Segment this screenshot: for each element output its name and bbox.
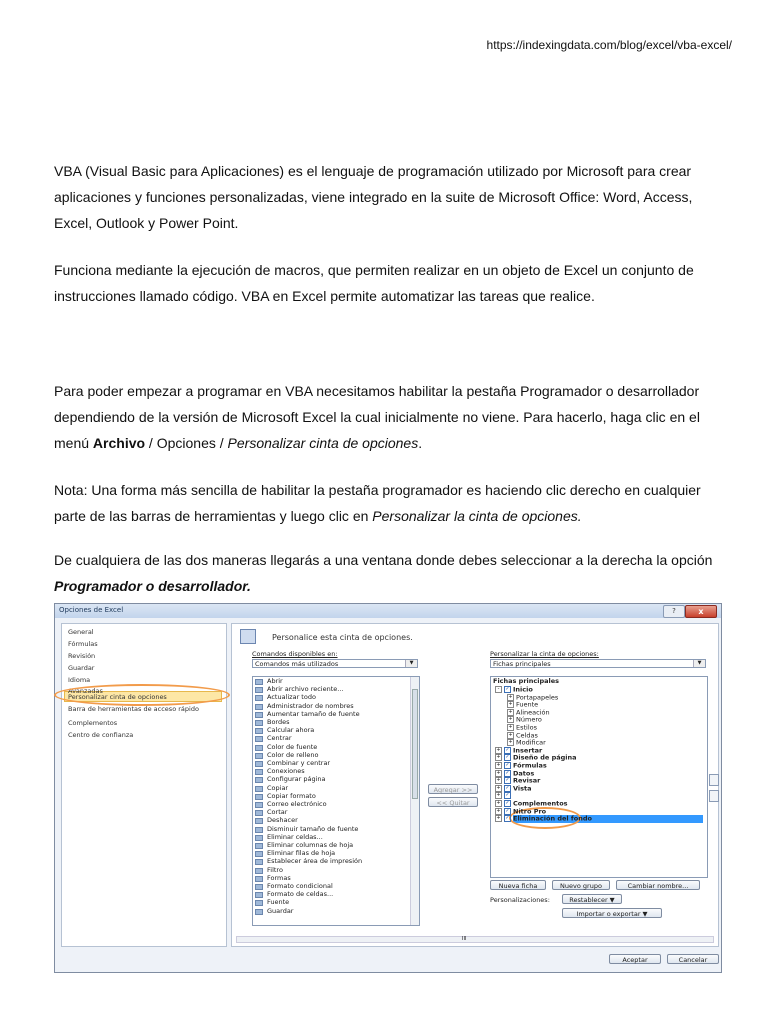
reset-button[interactable]: Restablecer ▼ bbox=[562, 894, 622, 904]
nav-item-revision[interactable]: Revisión bbox=[68, 652, 96, 660]
command-item[interactable]: Disminuir tamaño de fuente bbox=[267, 824, 359, 833]
command-item[interactable]: Formato condicional bbox=[267, 882, 333, 890]
tree-item-label: Eliminación del fondo bbox=[513, 814, 592, 823]
command-icon bbox=[255, 728, 263, 734]
command-item[interactable]: Cortar bbox=[267, 808, 288, 817]
tree-item[interactable] bbox=[495, 747, 542, 754]
ribbon-label: Personalizar la cinta de opciones: bbox=[490, 650, 599, 658]
command-item[interactable]: Color de fuente bbox=[267, 742, 318, 751]
enable-text-c: / Opciones / bbox=[145, 435, 228, 451]
expand-icon[interactable]: + bbox=[496, 769, 501, 776]
expand-icon[interactable]: + bbox=[508, 731, 513, 738]
scroll-grip: III bbox=[462, 936, 467, 942]
tree-item-label: Portapapeles bbox=[516, 693, 559, 702]
checkbox-icon[interactable]: ✓ bbox=[505, 792, 510, 799]
chevron-down-icon: ▼ bbox=[405, 660, 417, 667]
tree-item-label: Fuente bbox=[516, 700, 539, 709]
command-icon bbox=[255, 761, 263, 767]
command-item[interactable]: Calcular ahora bbox=[267, 726, 315, 735]
expand-icon[interactable]: + bbox=[496, 800, 501, 806]
tree-item[interactable] bbox=[495, 777, 540, 784]
command-item[interactable]: Actualizar todo bbox=[267, 693, 316, 702]
commands-label: Comandos disponibles en: bbox=[252, 650, 338, 658]
expand-icon[interactable]: + bbox=[508, 701, 513, 708]
option-text-a: De cualquiera de las dos maneras llegarás a una ventana donde debes seleccionar a la derecha la opción bbox=[54, 552, 713, 568]
expand-icon[interactable]: + bbox=[508, 693, 513, 700]
expand-icon[interactable]: + bbox=[496, 754, 501, 761]
tree-item[interactable] bbox=[495, 815, 592, 822]
tree-item[interactable] bbox=[495, 762, 547, 769]
options-nav bbox=[61, 623, 227, 947]
tree-item-label: Alineación bbox=[516, 708, 550, 717]
command-item[interactable]: Bordes bbox=[267, 718, 290, 726]
nav-item-complementos[interactable]: Complementos bbox=[68, 719, 118, 727]
command-icon bbox=[255, 810, 263, 816]
command-icon bbox=[255, 909, 263, 915]
command-item[interactable]: Guardar bbox=[267, 906, 294, 915]
remove-button[interactable]: << Quitar bbox=[428, 797, 478, 807]
commands-select-value: Comandos más utilizados bbox=[255, 660, 339, 668]
tree-item-label: Inicio bbox=[513, 685, 533, 694]
expand-icon[interactable]: + bbox=[496, 762, 501, 768]
tree-item-label: Datos bbox=[513, 769, 535, 778]
command-item[interactable]: Eliminar filas de hoja bbox=[267, 849, 336, 858]
command-item[interactable]: Abrir archivo reciente... bbox=[267, 685, 344, 694]
expand-icon[interactable]: + bbox=[508, 724, 513, 730]
panel-header: Personalice esta cinta de opciones. bbox=[272, 633, 413, 642]
ribbon-select[interactable] bbox=[490, 659, 706, 668]
command-item[interactable]: Formas bbox=[267, 873, 291, 882]
tree-item-label: Nitro Pro bbox=[513, 807, 547, 816]
tree-item[interactable] bbox=[507, 739, 546, 746]
dialog-titlebar bbox=[55, 604, 721, 618]
command-icon bbox=[255, 736, 263, 742]
expand-icon[interactable]: + bbox=[496, 777, 501, 784]
scroll-thumb[interactable] bbox=[412, 689, 418, 799]
highlight-oval bbox=[54, 684, 230, 706]
macros-paragraph: Funciona mediante la ejecución de macros, que permiten realizar en un objeto de Excel un conjunto de instrucciones llamado código. VBA en Excel permite automatizar las tareas que realice. bbox=[54, 262, 694, 304]
note-text-b: Personalizar la cinta de opciones. bbox=[372, 508, 582, 524]
command-icon bbox=[255, 859, 263, 865]
command-icon bbox=[255, 868, 263, 874]
option-paragraph bbox=[54, 547, 726, 599]
tree-item-label: Fórmulas bbox=[513, 761, 547, 770]
help-button[interactable]: ? bbox=[663, 605, 685, 618]
command-icon bbox=[255, 802, 263, 808]
move-down-button[interactable] bbox=[709, 790, 719, 802]
note-text-a: Nota: Una forma más sencilla de habilitar la pestaña programador es haciendo clic derecho en cualquier parte de las barras de herramientas y luego clic en bbox=[54, 482, 701, 524]
command-icon bbox=[255, 835, 263, 841]
tree-item-label: Estilos bbox=[516, 723, 538, 732]
enable-paragraph bbox=[54, 378, 726, 456]
checkbox-icon[interactable]: ✓ bbox=[505, 815, 510, 822]
tree-item-label: Vista bbox=[513, 784, 532, 793]
command-item[interactable]: Abrir bbox=[267, 677, 283, 685]
command-icon bbox=[255, 712, 263, 718]
expand-icon[interactable]: + bbox=[496, 746, 501, 753]
close-button[interactable]: x bbox=[685, 605, 717, 618]
tree-item-label: Número bbox=[516, 715, 542, 724]
commands-list[interactable] bbox=[252, 676, 420, 926]
command-item[interactable]: Correo electrónico bbox=[267, 800, 327, 808]
command-icon bbox=[255, 777, 263, 783]
command-icon bbox=[255, 851, 263, 857]
command-item[interactable]: Copiar formato bbox=[267, 791, 316, 800]
ok-button[interactable]: Aceptar bbox=[609, 954, 661, 964]
add-button[interactable]: Agregar >> bbox=[428, 784, 478, 794]
checkbox-icon[interactable]: ✓ bbox=[505, 762, 510, 768]
command-item[interactable]: Centrar bbox=[267, 734, 292, 743]
command-icon bbox=[255, 843, 263, 849]
tree-header: Fichas principales bbox=[493, 677, 560, 685]
customize-ribbon-panel bbox=[231, 623, 719, 947]
tree-item-label: Revisar bbox=[513, 776, 541, 785]
command-icon bbox=[255, 786, 263, 792]
cancel-button[interactable]: Cancelar bbox=[667, 954, 719, 964]
excel-options-dialog bbox=[54, 603, 722, 973]
command-icon bbox=[255, 695, 263, 701]
expand-icon[interactable]: + bbox=[496, 792, 501, 799]
dialog-title: Opciones de Excel bbox=[59, 606, 124, 614]
command-item[interactable]: Formato de celdas... bbox=[267, 890, 334, 899]
tree-item[interactable] bbox=[507, 709, 550, 716]
command-icon bbox=[255, 720, 263, 726]
tree-item-label: Programador bbox=[513, 791, 562, 800]
checkbox-icon[interactable]: ✓ bbox=[505, 686, 510, 692]
import-export-button[interactable]: Importar o exportar ▼ bbox=[562, 908, 662, 918]
command-item[interactable]: Configurar página bbox=[267, 775, 326, 784]
checkbox-icon[interactable]: ✓ bbox=[505, 800, 510, 806]
command-item[interactable]: Conexiones bbox=[267, 767, 305, 776]
source-url[interactable]: https://indexingdata.com/blog/excel/vba-excel/ bbox=[486, 38, 732, 52]
checkbox-icon[interactable]: ✓ bbox=[505, 746, 510, 753]
command-item[interactable]: Eliminar columnas de hoja bbox=[267, 841, 354, 849]
tree-item[interactable] bbox=[507, 701, 538, 708]
expand-icon[interactable]: + bbox=[508, 708, 513, 715]
command-item[interactable]: Copiar bbox=[267, 783, 289, 792]
checkbox-icon[interactable]: ✓ bbox=[505, 807, 510, 814]
option-text-b: Programador o desarrollador. bbox=[54, 578, 251, 594]
tree-item[interactable] bbox=[507, 694, 558, 701]
nav-item-acceso-rapido[interactable]: Barra de herramientas de acceso rápido bbox=[68, 705, 199, 713]
command-item[interactable]: Combinar y centrar bbox=[267, 759, 331, 767]
tree-item[interactable] bbox=[507, 724, 537, 731]
personalizar-text: Personalizar cinta de opciones bbox=[227, 435, 419, 451]
tree-item[interactable] bbox=[495, 754, 577, 761]
command-item[interactable]: Filtro bbox=[267, 865, 283, 874]
command-icon bbox=[255, 900, 263, 906]
new-group-button[interactable]: Nuevo grupo bbox=[552, 880, 610, 890]
checkbox-icon[interactable]: ✓ bbox=[505, 754, 510, 761]
chevron-down-icon: ▼ bbox=[693, 660, 705, 667]
command-item[interactable]: Deshacer bbox=[267, 816, 298, 825]
tree-item[interactable] bbox=[495, 808, 546, 815]
command-icon bbox=[255, 892, 263, 898]
tree-item[interactable] bbox=[495, 785, 532, 792]
command-icon bbox=[255, 753, 263, 759]
tree-item-label: Diseño de página bbox=[513, 753, 577, 762]
command-icon bbox=[255, 818, 263, 824]
nav-item-avanzadas[interactable]: Avanzadas bbox=[68, 687, 103, 695]
horizontal-scrollbar[interactable] bbox=[236, 936, 714, 943]
customizations-label: Personalizaciones: bbox=[490, 896, 550, 904]
commands-select[interactable] bbox=[252, 659, 418, 668]
expand-icon[interactable]: + bbox=[496, 807, 501, 814]
move-up-button[interactable] bbox=[709, 774, 719, 786]
rename-button[interactable]: Cambiar nombre... bbox=[616, 880, 700, 890]
tree-item[interactable] bbox=[507, 732, 538, 739]
enable-text-e: . bbox=[418, 435, 423, 451]
tree-item[interactable] bbox=[495, 686, 533, 693]
tree-item[interactable] bbox=[495, 770, 534, 777]
command-icon bbox=[255, 884, 263, 890]
expand-icon[interactable]: + bbox=[508, 716, 513, 723]
new-tab-button[interactable]: Nueva ficha bbox=[490, 880, 546, 890]
expand-icon[interactable]: + bbox=[508, 739, 513, 746]
note-paragraph bbox=[54, 477, 726, 529]
command-item[interactable]: Fuente bbox=[267, 898, 290, 907]
tree-item-label: Celdas bbox=[516, 731, 538, 740]
ribbon-tree[interactable] bbox=[490, 676, 708, 878]
command-item[interactable]: Eliminar celdas... bbox=[267, 832, 323, 841]
checkbox-icon[interactable]: ✓ bbox=[505, 769, 510, 776]
tree-item-label: Complementos bbox=[513, 799, 568, 808]
command-item[interactable]: Administrador de nombres bbox=[267, 701, 354, 710]
tree-item[interactable] bbox=[495, 792, 561, 799]
tree-item-label: Modificar bbox=[516, 738, 546, 747]
command-icon bbox=[255, 769, 263, 775]
command-item[interactable]: Establecer área de impresión bbox=[267, 857, 363, 866]
command-icon bbox=[255, 827, 263, 833]
command-item[interactable]: Aumentar tamaño de fuente bbox=[267, 709, 360, 718]
tree-item[interactable] bbox=[495, 800, 568, 807]
expand-icon[interactable]: - bbox=[495, 686, 502, 693]
enable-text-a: Para poder empezar a programar en VBA necesitamos habilitar la pestaña Programador o desarrollador dependiendo de la versión de Microsoft Excel la cual inicialmente no viene. Para hacerlo, haga clic en el menú bbox=[54, 383, 700, 451]
command-icon bbox=[255, 794, 263, 800]
ribbon-select-value: Fichas principales bbox=[493, 660, 551, 668]
nav-item-personalizar[interactable]: Personalizar cinta de opciones bbox=[68, 693, 167, 701]
nav-item-general[interactable]: General bbox=[68, 628, 94, 636]
commands-scrollbar[interactable] bbox=[410, 677, 419, 925]
command-icon bbox=[255, 745, 263, 751]
intro-paragraph: VBA (Visual Basic para Aplicaciones) es el lenguaje de programación utilizado por Microsoft para crear aplicaciones y funciones personalizadas, viene integrado en la suite de Microsoft Office: Word, Access, Excel, Outlook y Power Point. bbox=[54, 163, 693, 231]
nav-item-formulas[interactable]: Fórmulas bbox=[68, 640, 98, 648]
checkbox-icon[interactable]: ✓ bbox=[505, 784, 510, 791]
expand-icon[interactable]: + bbox=[496, 784, 501, 791]
nav-item-guardar[interactable]: Guardar bbox=[68, 664, 95, 672]
command-icon bbox=[255, 704, 263, 710]
archivo-menu-text: Archivo bbox=[92, 435, 146, 451]
expand-icon[interactable]: + bbox=[496, 815, 501, 822]
command-icon bbox=[255, 687, 263, 693]
nav-item-idioma[interactable]: Idioma bbox=[68, 676, 91, 684]
command-item[interactable]: Color de relleno bbox=[267, 750, 319, 759]
tree-item-label: Insertar bbox=[513, 746, 543, 755]
command-icon bbox=[255, 876, 263, 882]
tree-item[interactable] bbox=[507, 716, 542, 723]
command-icon bbox=[255, 679, 263, 685]
nav-item-centro-confianza[interactable]: Centro de confianza bbox=[68, 731, 134, 739]
ribbon-icon bbox=[240, 629, 256, 644]
checkbox-icon[interactable]: ✓ bbox=[505, 777, 510, 784]
